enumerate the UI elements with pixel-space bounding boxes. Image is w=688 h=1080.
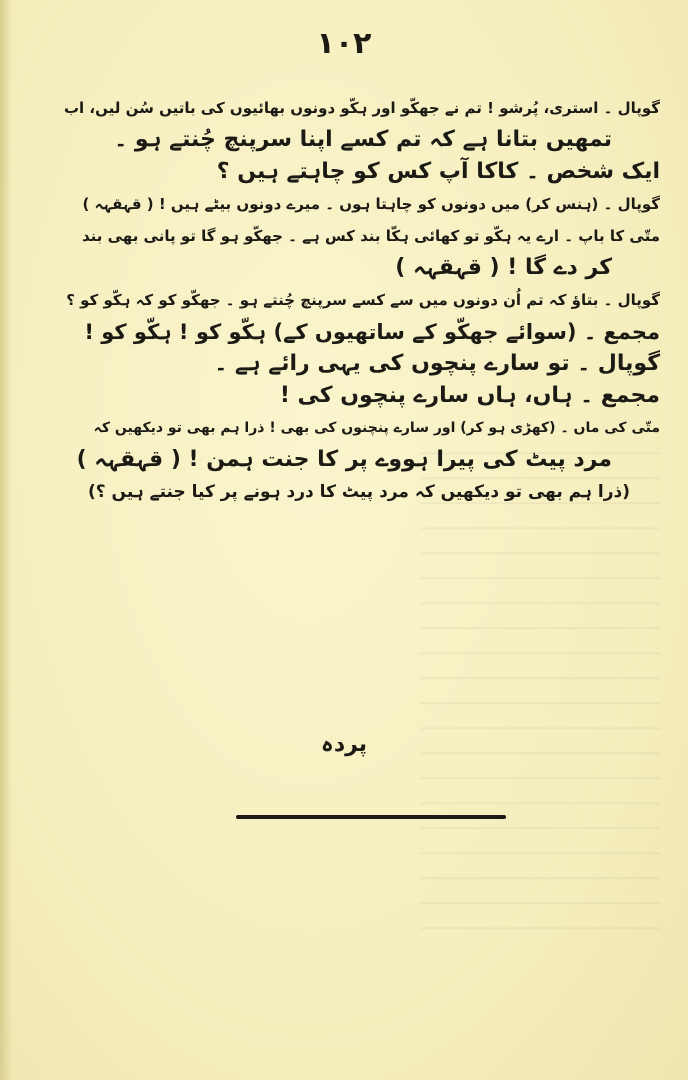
show-through-texture (420, 430, 660, 950)
dialogue-line: گوپال ۔ تو سارے پنچوں کی یہی رائے ہے ۔ (214, 351, 660, 376)
dialogue-line: مجمع ۔ ہاں، ہاں سارے پنچوں کی ! (279, 383, 660, 408)
end-rule (236, 815, 506, 819)
dialogue-line: گوپال ۔ بتاؤ کہ تم اُن دونوں میں سے کسے سرپنچ چُنتے ہو ۔ جھکّو کو کہ ہکّو کو ؟ (66, 291, 660, 309)
play-dialogue-text (64, 92, 660, 508)
dialogue-line: کر دے گا ! ( قہقہہ ) (395, 255, 612, 280)
page-edge-shadow (0, 0, 12, 1080)
dialogue-line: مرد پیٹ کی پیرا ہووے پر کا جنت ہمن ! ( قہقہہ ) (76, 447, 612, 472)
dialogue-line: گوپال ۔ (ہنس کر) میں دونوں کو چاہتا ہوں ۔ میرے دونوں بیٹے ہیں ! ( قہقہہ ) (82, 195, 660, 213)
dialogue-line: متّی کا باپ ۔ ارے یہ ہکّو تو کھائی ہکّا بند کس ہے ۔ جھکّو ہو گا تو پانی بھی بند (81, 227, 660, 245)
dialogue-line: مجمع ۔ (سوائے جھکّو کے ساتھیوں کے) ہکّو کو ! ہکّو کو ! (84, 320, 660, 344)
dialogue-line: متّی کی ماں ۔ (کھڑی ہو کر) اور سارے پنچنوں کی بھی ! ذرا ہم بھی تو دیکھیں کہ (93, 420, 660, 436)
curtain-marker: پردہ (320, 732, 368, 757)
page-number: ۱۰۲ (316, 26, 372, 61)
stage-direction: (ذرا ہم بھی تو دیکھیں کہ مرد پیٹ کا درد ہونے پر کیا جنتے ہیں ؟) (87, 482, 630, 502)
dialogue-line: ایک شخص ۔ کاکا آپ کس کو چاہتے ہیں ؟ (216, 159, 660, 184)
dialogue-line: تمھیں بتانا ہے کہ تم کسے اپنا سرپنچ چُنتے ہو ۔ (114, 127, 612, 152)
dialogue-line: گوپال ۔ استری، پُرشو ! تم نے جھکّو اور ہکّو دونوں بھائیوں کی باتیں سُن لیں، اب (63, 99, 660, 117)
